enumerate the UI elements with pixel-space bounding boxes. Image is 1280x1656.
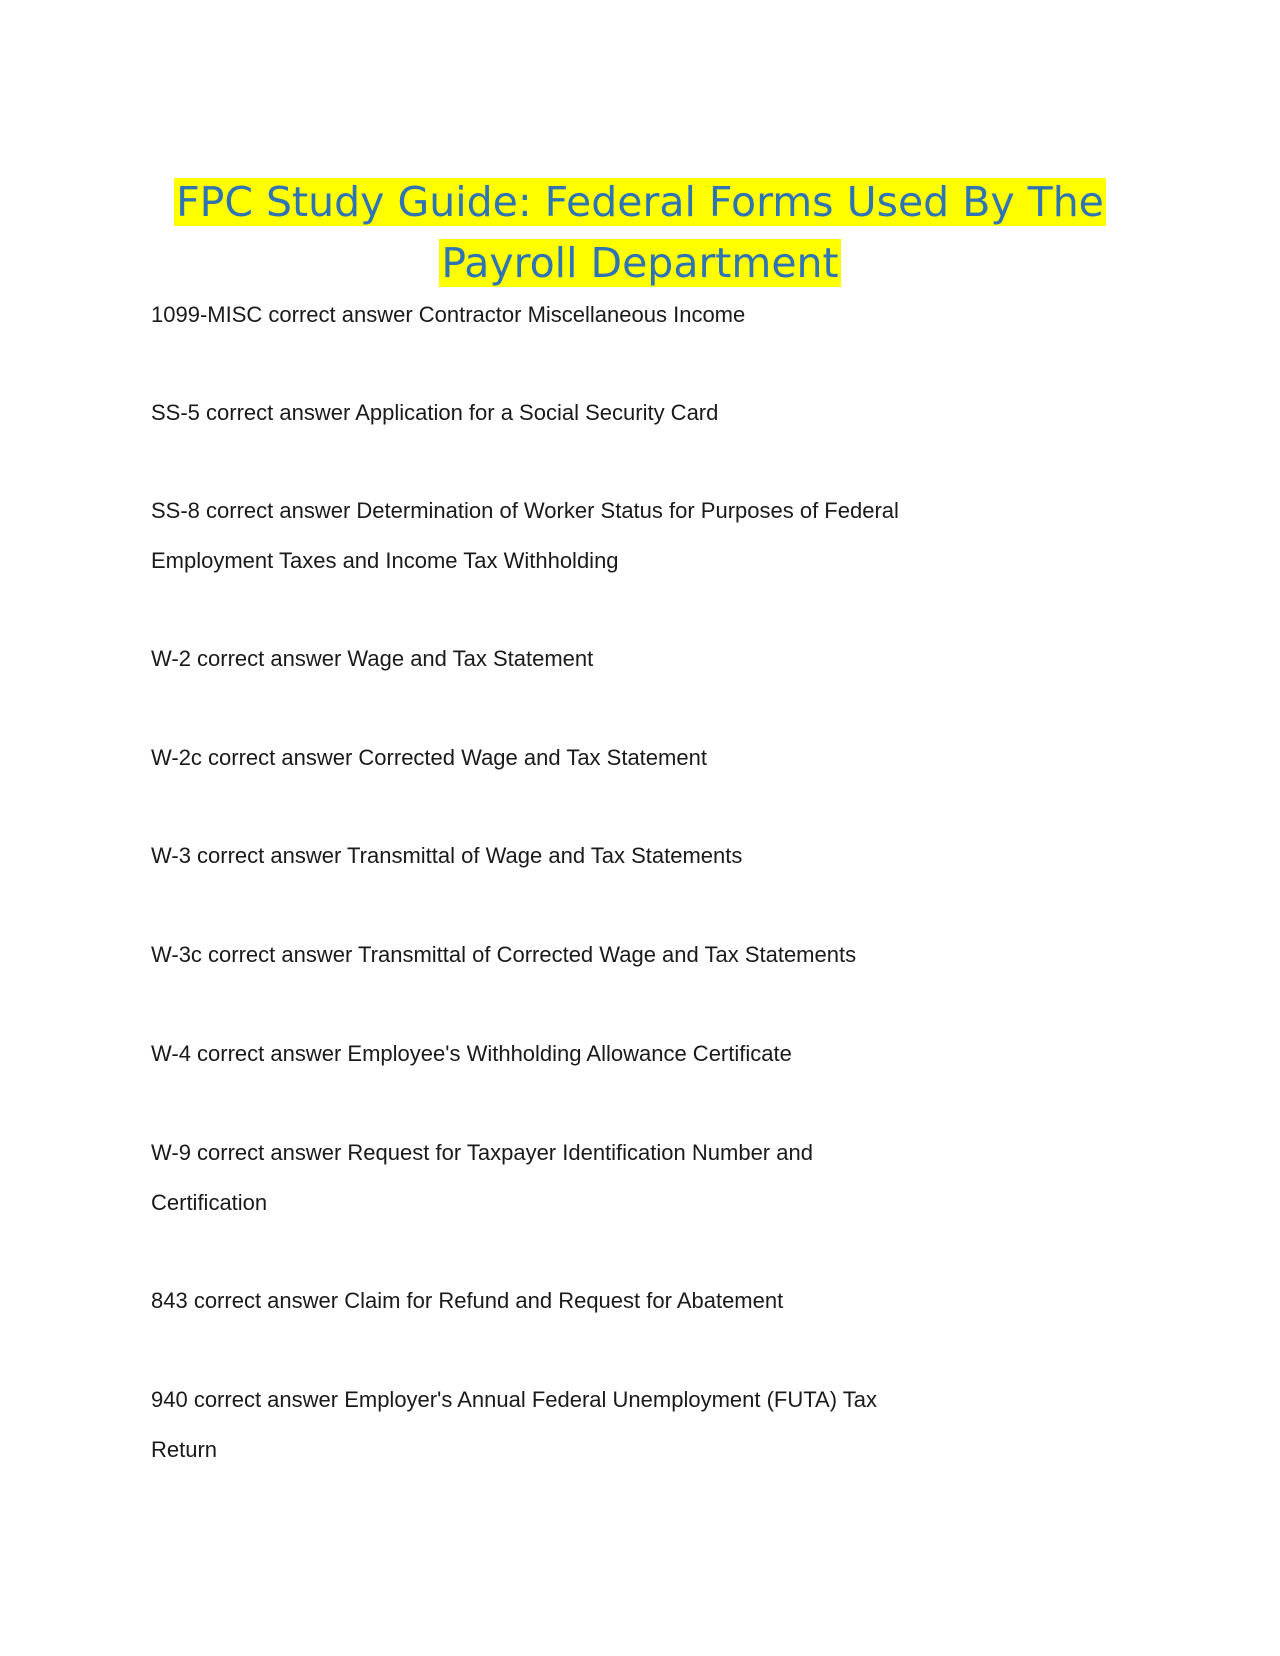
entry-line: Employment Taxes and Income Tax Withholding bbox=[151, 548, 619, 573]
list-item bbox=[151, 634, 971, 684]
list-item bbox=[151, 1029, 971, 1079]
list-item bbox=[151, 1128, 971, 1228]
document-title bbox=[150, 172, 1130, 294]
list-item bbox=[151, 831, 971, 881]
entry-line: 940 correct answer Employer's Annual Federal Unemployment (FUTA) Tax bbox=[151, 1387, 878, 1412]
entry-line: SS-8 correct answer Determination of Worker Status for Purposes of Federal bbox=[151, 498, 899, 523]
entry-line: W-2c correct answer Corrected Wage and Tax Statement bbox=[151, 745, 707, 770]
entry-line: W-9 correct answer Request for Taxpayer Identification Number and bbox=[151, 1140, 813, 1165]
list-item bbox=[151, 290, 971, 340]
list-item bbox=[151, 1375, 971, 1475]
list-item bbox=[151, 1276, 971, 1326]
entry-line: 843 correct answer Claim for Refund and Request for Abatement bbox=[151, 1288, 784, 1313]
title-line-1: FPC Study Guide: Federal Forms Used By The bbox=[176, 178, 1104, 226]
entry-line: Certification bbox=[151, 1190, 268, 1215]
list-item bbox=[151, 930, 971, 980]
entry-line: W-3c correct answer Transmittal of Corrected Wage and Tax Statements bbox=[151, 942, 857, 967]
entry-line: 1099-MISC correct answer Contractor Miscellaneous Income bbox=[151, 302, 746, 327]
list-item bbox=[151, 486, 971, 586]
list-item bbox=[151, 733, 971, 783]
entry-line: W-4 correct answer Employee's Withholding Allowance Certificate bbox=[151, 1041, 792, 1066]
entry-line: SS-5 correct answer Application for a Social Security Card bbox=[151, 400, 719, 425]
entry-line: W-3 correct answer Transmittal of Wage and Tax Statements bbox=[151, 843, 743, 868]
title-line-2: Payroll Department bbox=[441, 239, 839, 287]
entry-line: Return bbox=[151, 1437, 218, 1462]
list-item bbox=[151, 388, 971, 438]
entry-line: W-2 correct answer Wage and Tax Statement bbox=[151, 646, 594, 671]
